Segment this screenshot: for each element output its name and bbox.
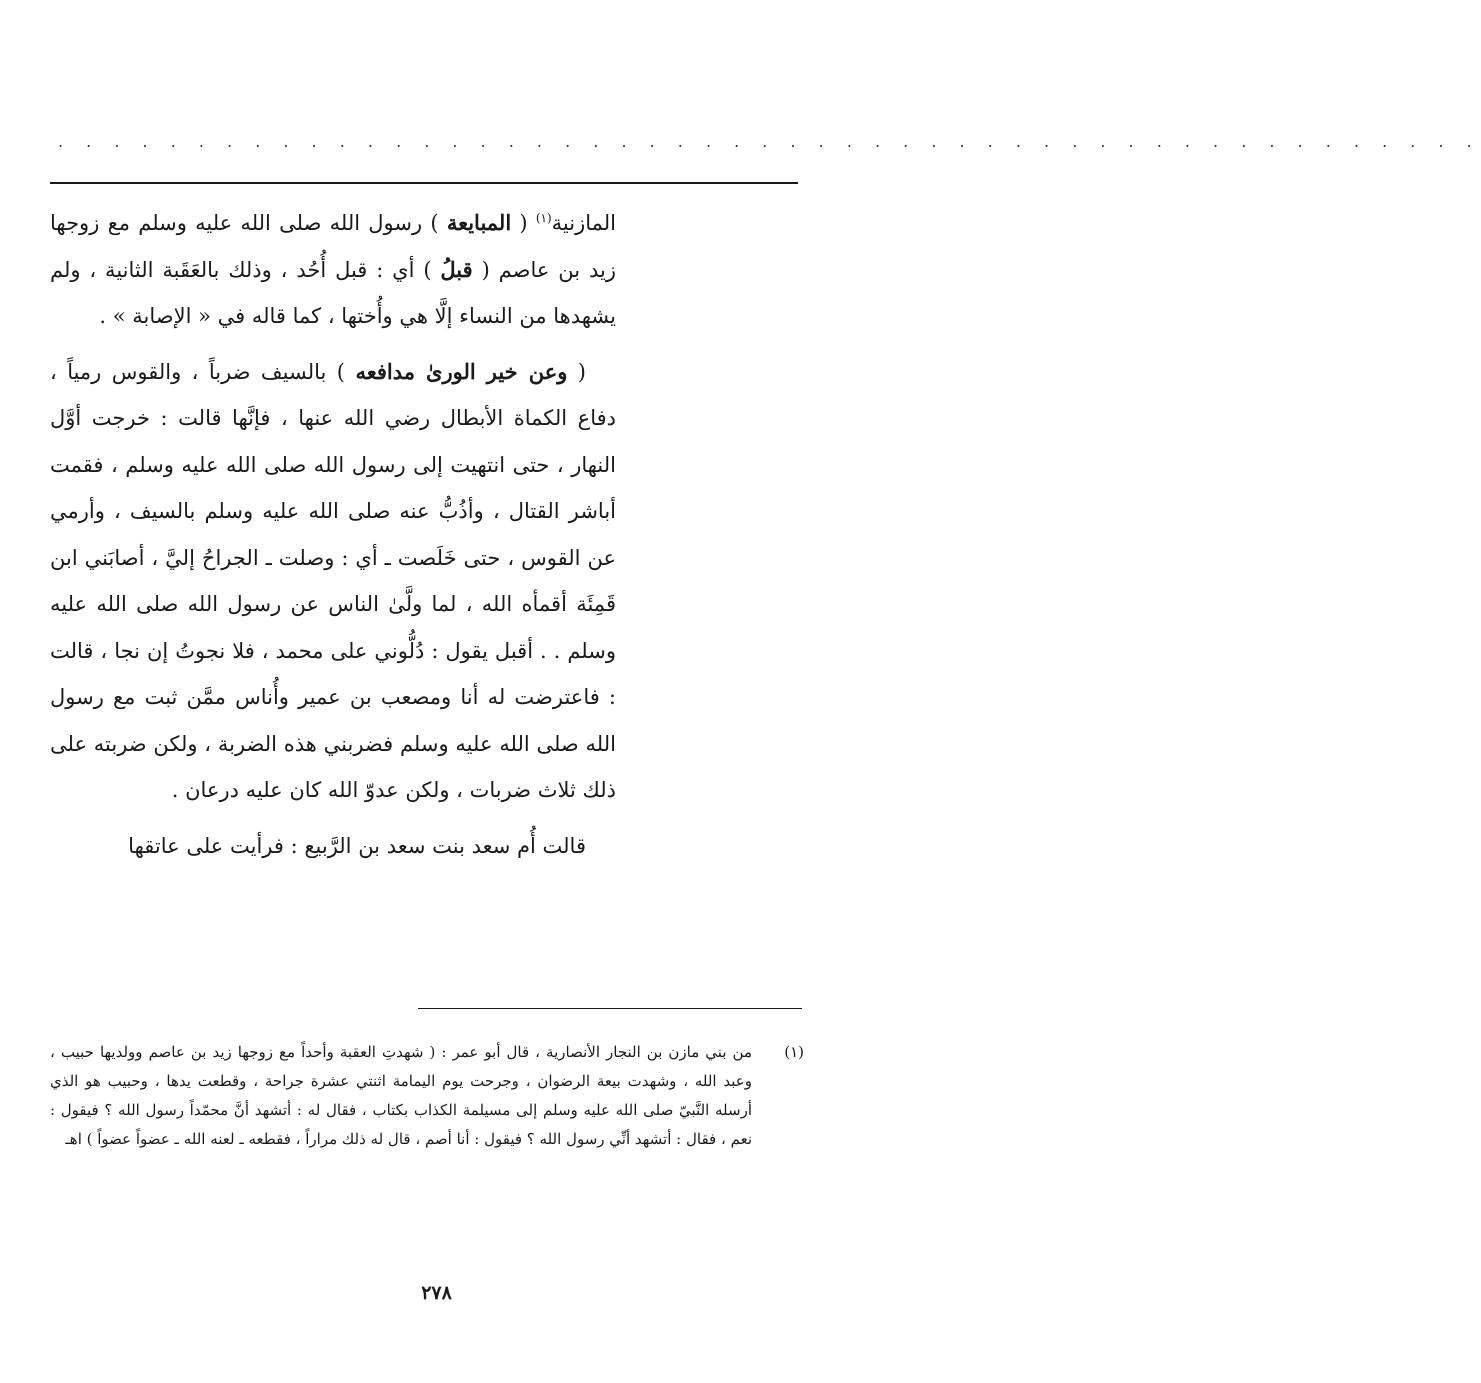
bold-term: وعن خير الورىٰ مدافعه xyxy=(355,358,568,384)
header-dotted-line: . . . . . . . . . . . . . . . . . . . . . . . . . . . . . . . . . . . . . . . . . . . . . . . . . . . xyxy=(58,132,1481,151)
paragraph-2: ( وعن خير الورىٰ مدافعه ) بالسيف ضرباً ، والقوس رمياً ، دفاع الكماة الأبطال رضي الله عنها ، فإنَّها قالت : خرجت أوَّل النهار ، حتى انتهيت إلى رسول الله صلى الله عليه وسلم ، فقمت أباشر القتال ، وأذُبُّ عنه صلى الله عليه وسلم بالسيف ، وأرمي عن القوس ، حتى خَلَصت ـ أي : وصلت ـ الجراحُ إليَّ ، أصابَني ابن قَمِئَة أقمأه الله ، لما ولَّىٰ الناس عن رسول الله صلى الله عليه وسلم . . أقبل يقول : دُلُّوني على محمد ، فلا نجوتُ إن نجا ، قالت : فاعترضت له أنا ومصعب بن عمير وأُناس ممَّن ثبت مع رسول الله صلى الله عليه وسلم فضربني هذه الضربة ، ولكن ضربته على ذلك ثلاث ضربات ، ولكن عدوّ الله كان عليه درعان . xyxy=(50,358,616,802)
header-rule xyxy=(50,182,798,184)
bold-term: قبلُ xyxy=(440,256,473,282)
page-number: ٢٧٨ xyxy=(421,1282,452,1304)
paragraph-1: المازنية$^{(١)}$ ( المبايعة ) رسول الله صلى الله عليه وسلم مع زوجها زيد بن عاصم ( قبلُ ) أي : قبل أُحُد ، وذلك بالعَقَبة الثانية ، ولم يشهدها من النساء إلَّا هي وأُختها ، كما قاله في « الإصابة » . xyxy=(50,210,616,328)
bold-term: المبايعة xyxy=(446,210,512,235)
footnote xyxy=(50,1038,804,1154)
main-text xyxy=(50,200,616,869)
footnote-reference[interactable]: (١) xyxy=(535,211,552,225)
paragraph-3: قالت أُم سعد بنت سعد بن الرَّبيع : فرأيت على عاتقها xyxy=(128,833,586,858)
footnote-separator xyxy=(418,1008,802,1009)
footnote-number: (١) xyxy=(784,1043,804,1061)
footnote-text: من بني مازن بن النجار الأنصارية ، قال أبو عمر : ( شهدتِ العقبة وأحداً مع زوجها زيد بن عاصم وولديها حبيب ، وعبد الله ، وشهدت بيعة الرضوان ، وجرحت يوم اليمامة اثنتي عشرة جراحة ، وقطعت يدها ، وحبيب هو الذي أرسله النَّبيّ صلى الله عليه وسلم إلى مسيلمة الكذاب بكتاب ، فقال له : أتشهد أنَّ محمّداً رسول الله ؟ فيقول : نعم ، فقال : أتشهد أنِّي رسول الله ؟ فيقول : أنا أصم ، قال له ذلك مراراً ، فقطعه ـ لعنه الله ـ عضواً عضواً ) اهـ xyxy=(50,1043,752,1148)
